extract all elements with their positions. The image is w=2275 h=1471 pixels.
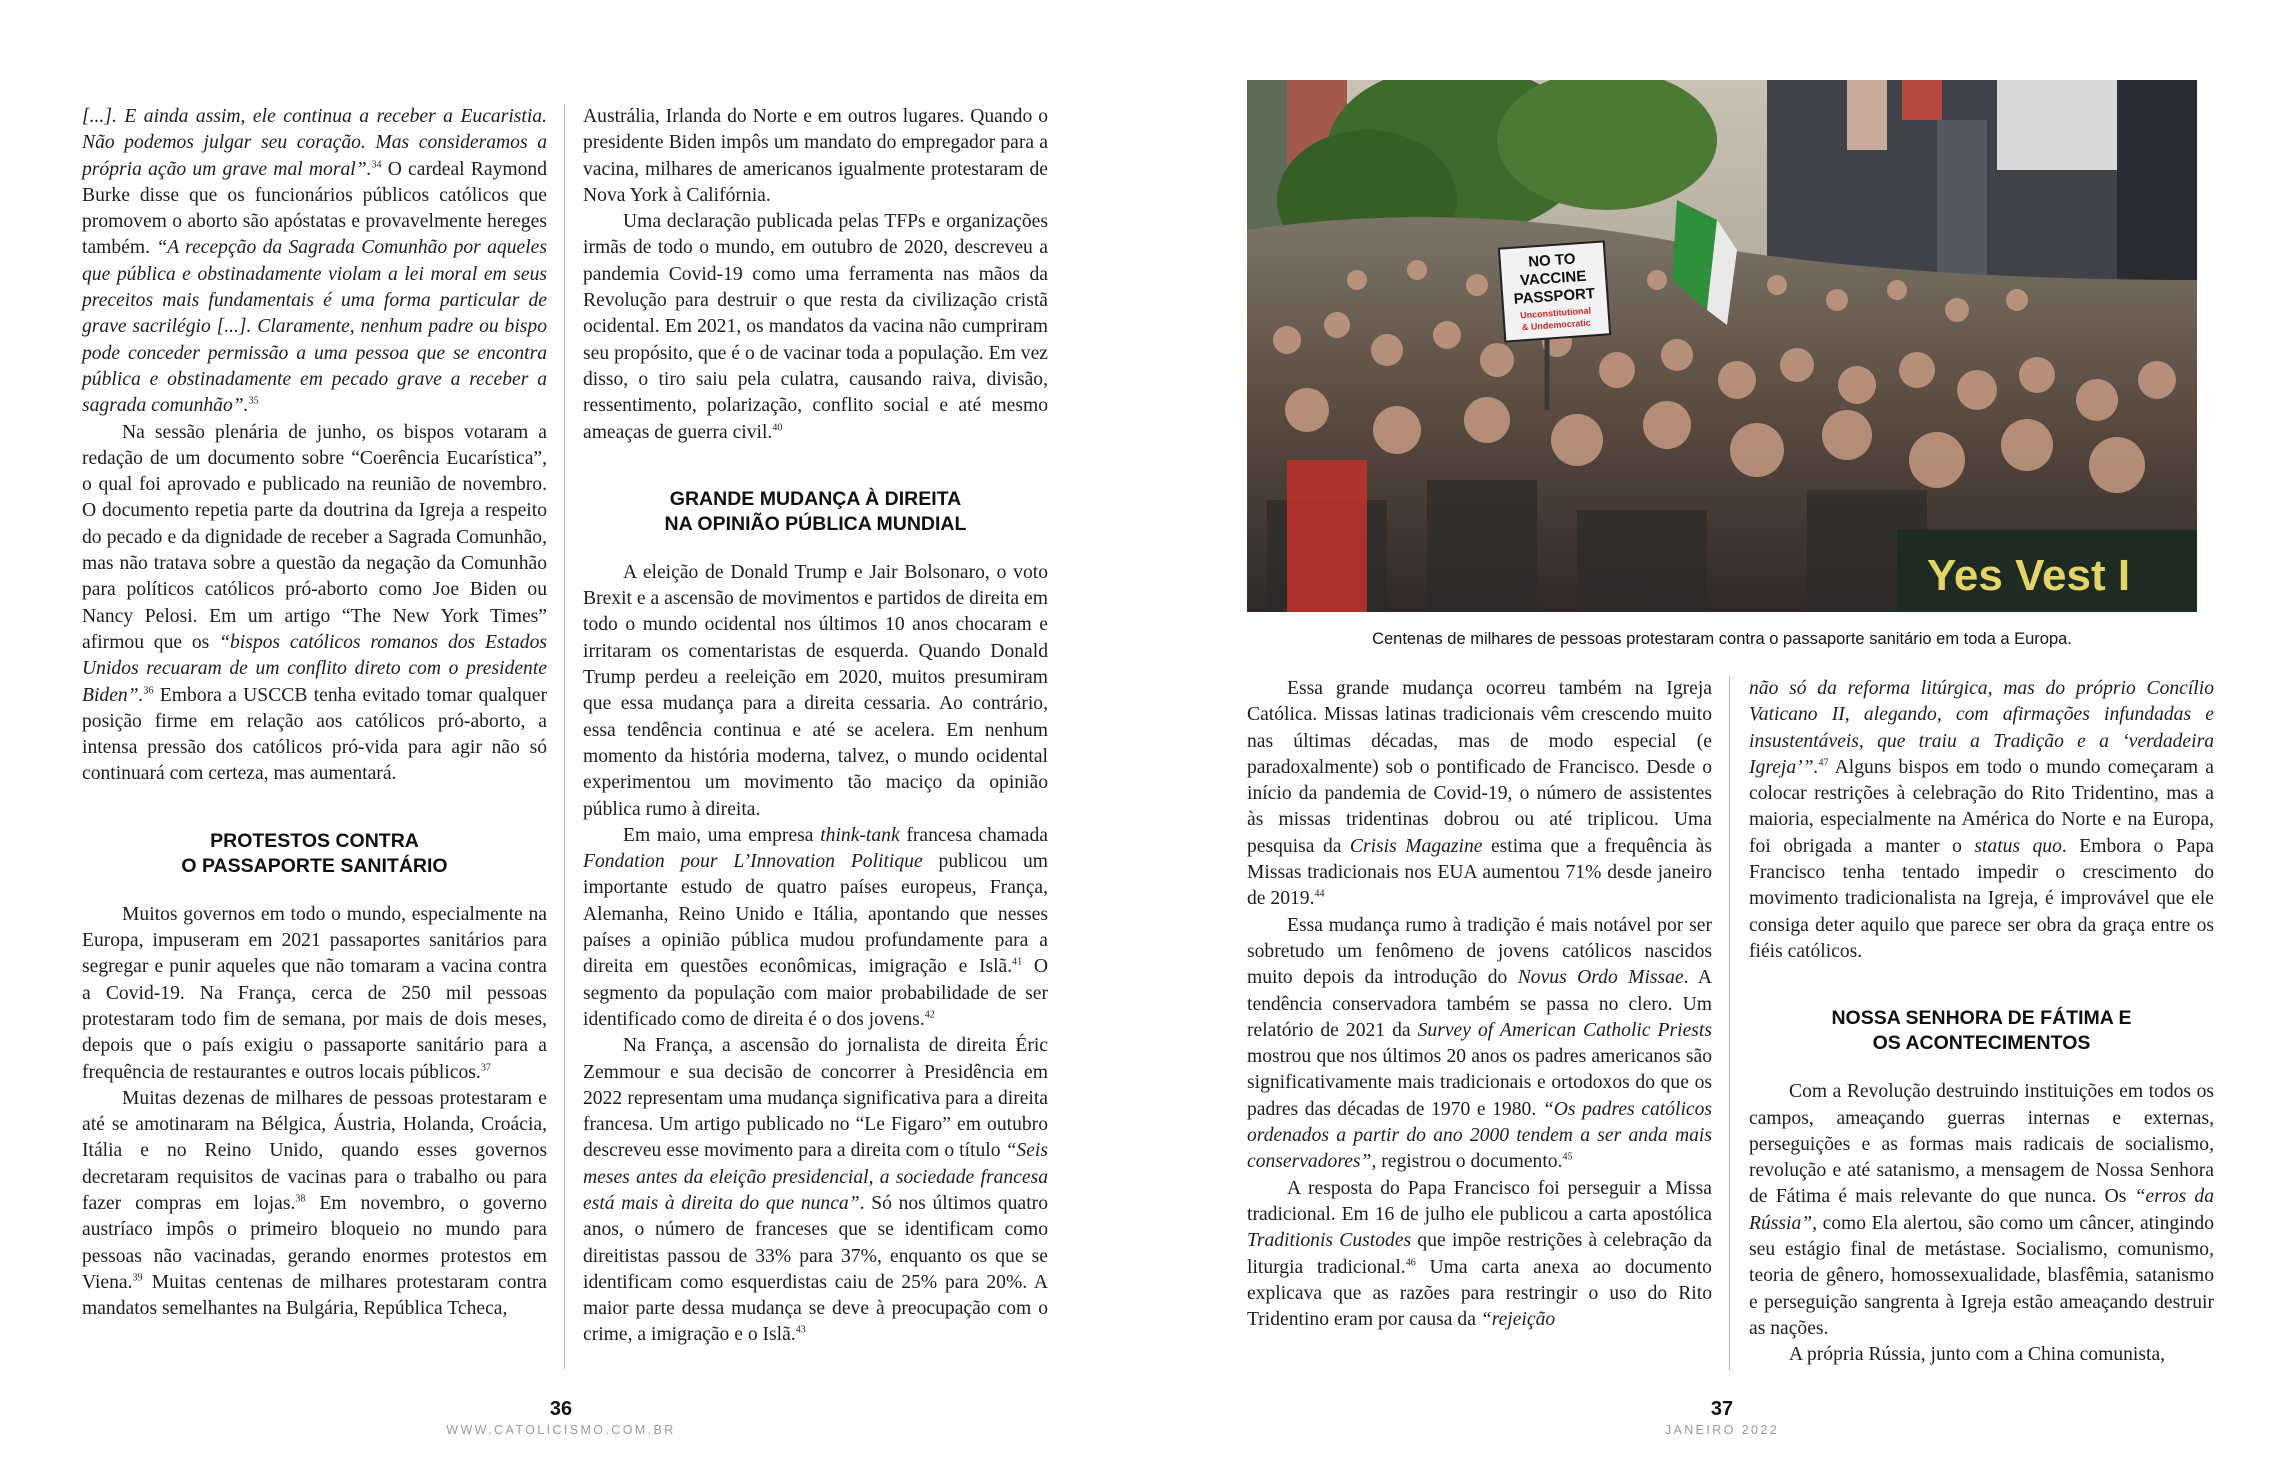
left-page-column-2 [583,104,1048,1349]
sign-text: & Undemocratic [1521,317,1592,333]
paragraph: Muitos governos em todo o mundo, especialmente na Europa, impuseram em 2021 passaportes sanitários para segregar e punir aqueles que não tomaram a vacina contra a Covid-19. Na França, cerca de 250 mil pessoas protestaram todo fim de semana, por mais de dois meses, depois que o país exigiu o passaporte sanitário para a frequência de restaurantes e outros locais públicos.$^{37}$ [82,903,547,1083]
page-footer-date: JANEIRO 2022 [1664,1423,1780,1437]
paragraph: A resposta do Papa Francisco foi perseguir a Missa tradicional. Em 16 de julho ele publicou a carta apostólica Traditionis Custodes que impõe restrições à celebração da liturgia tradicional.$^{46}$ Uma carta anexa ao documento explicava que as razões para restringir o uso do Rito Tridentino eram por causa da “rejeição [1247,1177,1713,1331]
paragraph: Austrália, Irlanda do Norte e em outros lugares. Quando o presidente Biden impôs um mandato do empregador para a vacina, milhares de americanos igualmente protestaram de Nova York à Califórnia. [583,106,1048,206]
crowd-illustration [1247,80,2197,612]
paragraph: Com a Revolução destruindo instituições em todos os campos, ameaçando guerras internas e externas, perseguições e as formas mais radicais de socialismo, revolução e até satanismo, a mensagem de Nossa Senhora de Fátima é mais relevante do que nunca. Os “erros da Rússia”, como Ela alertou, são como um câncer, atingindo seu estágio final de metástase. Socialismo, comunismo, teoria de gênero, homossexualidade, blasfêmia, satanismo e perseguição sangrenta à Igreja estão ameaçando destruir as nações. [1749,1081,2214,1339]
paragraph: não só da reforma litúrgica, mas do próprio Concílio Vaticano II, alegando, com afirmações infundadas e insustentáveis, que traiu a Tradição e a ‘verdadeira Igreja’”.$^{47}$ Alguns bispos em todo o mundo começaram a colocar restrições à celebração do Rito Tridentino, mas a maioria, especialmente na América do Norte e na Europa, foi obrigada a manter o status quo. Embora o Papa Francisco tenha tentado impedir o crescimento do movimento tradicionalista na Igreja, é improvável que ele consiga deter aquilo que parece ser obra da graça entre os fiéis católicos. [1749,678,2214,962]
column-divider [564,104,565,1369]
section-heading: GRANDE MUDANÇA À DIREITA NA OPINIÃO PÚBLICA MUNDIAL [664,487,967,535]
sign-text: PASSPORT [1513,285,1596,308]
paragraph: [...]. E ainda assim, ele continua a receber a Eucaristia. Não podemos julgar seu coração. Mas consideramos a própria ação um grave mal moral”.$^{34}$ O cardeal Raymond Burke disse que os funcionários públicos católicos que promovem o aborto são apóstatas e provavelmente hereges também. “A recepção da Sagrada Comunhão por aqueles que pública e obstinadamente violam a lei moral em seus preceitos mais fundamentais é uma forma particular de grave sacrilégio [...]. Claramente, nenhum padre ou bispo pode conceder permissão a uma pessoa que se encontra pública e obstinadamente em pecado grave a receber a sagrada comunhão”.$^{35}$ [82,106,547,417]
left-page-column-1 [82,104,547,1322]
page-number: 36 [549,1398,573,1420]
protest-crowd-photo [1247,80,2197,612]
column-divider [1729,676,1730,1370]
paragraph: Essa grande mudança ocorreu também na Igreja Católica. Missas latinas tradicionais vêm crescendo muito nas últimas décadas, mas de modo especial (e paradoxalmente) sob o pontificado de Francisco. Desde o início da pandemia de Covid-19, o número de assistentes às missas tridentinas dobrou ou até triplicou. Uma pesquisa da Crisis Magazine estima que a frequência às Missas tradicionais nos EUA aumentou 71% desde janeiro de 2019.44 [1247,678,1712,910]
right-page-column-2 [1749,676,2214,1369]
paragraph: Em maio, uma empresa think-tank francesa chamada Fondation pour L’Innovation Politique publicou um importante estudo de quatro países europeus, França, Alemanha, Reino Unido e Itália, apontando que nesses países a opinião pública mudou profundamente para a direita em questões econômicas, imigração e Islã.$^{41}$ O segmento da população com maior probabilidade de ser identificado como de direita é o dos jovens.$^{42}$ [583,824,1049,1030]
paragraph: Uma declaração publicada pelas TFPs e organizações irmãs de todo o mundo, em outubro de 2020, descreveu a pandemia Covid-19 como uma ferramenta nas mãos da Revolução para destruir o que resta da civilização cristã ocidental. Em 2021, os mandatos da vacina não cumpriram seu propósito, que é o de vacinar toda a população. Em vez disso, o tiro saiu pela culatra, causando raiva, divisão, ressentimento, polarização, conflito social e até mesmo ameaças de guerra civil.$^{40}$ [583,211,1048,443]
sign-text: Unconstitutional [1519,305,1592,321]
photo-caption: Centenas de milhares de pessoas protestaram contra o passaporte sanitário em toda a Europa. [1372,630,2072,648]
page-footer-url: WWW.CATOLICISMO.COM.BR [446,1423,676,1437]
banner-text: Yes Vest I [1927,551,2131,600]
section-heading: PROTESTOS CONTRA O PASSAPORTE SANITÁRIO [181,829,448,877]
paragraph: A eleição de Donald Trump e Jair Bolsonaro, o voto Brexit e a ascensão de movimentos e partidos de direita em todo o mundo ocidental nos últimos 10 anos chocaram e irritaram os comentaristas de esquerda. Quando Donald Trump perdeu a reeleição em 2020, muitos presumiram que essa mudança para a direita cessaria. Ao contrário, essa tendência continua e até se acelera. Em nenhum momento da história moderna, talvez, o mundo ocidental experimentou um movimento tão maciço da opinião pública rumo à direita. [583,561,1048,820]
sign-text: NO TO [1527,250,1577,271]
paragraph: Muitas dezenas de milhares de pessoas protestaram e até se amotinaram na Bélgica, Áustria, Holanda, Croácia, Itália e no Reino Unido, quando esses governos decretaram requisitos de vacinas para o trabalho ou para fazer compras em lojas.$^{38}$ Em novembro, o governo austríaco impôs o primeiro bloqueio no mundo para pessoas não vacinadas, gerando enormes protestos em Viena.$^{39}$ Muitas centenas de milhares protestaram contra mandatos semelhantes na Bulgária, República Tcheca, [82,1087,547,1320]
paragraph: Na França, a ascensão do jornalista de direita Éric Zemmour e sua decisão de concorrer à Presidência em 2022 representam uma mudança significativa para a direita francesa. Um artigo publicado no “Le Figaro” em outubro descreveu esse movimento para a direita com o título “Seis meses antes da eleição presidencial, a sociedade francesa está mais à direita do que nunca”. Só nos últimos quatro anos, o número de franceses que se identificam como direitistas passou de 33% para 37%, enquanto os que se identificam como esquerdistas caiu de 25% para 20%. A maior parte dessa mudança se deve à preocupação com o crime, a imigração e o Islã.$^{43}$ [583,1035,1048,1346]
paragraph: Na sessão plenária de junho, os bispos votaram a redação de um documento sobre “Coerência Eucarística”, o qual foi aprovado e publicado na reunião de novembro. O documento repetia parte da doutrina da Igreja a respeito do pecado e da dignidade de receber a Sagrada Comunhão, mas não tratava sobre a questão da negação da Comunhão para políticos católicos pró-aborto como Joe Biden ou Nancy Pelosi. Em um artigo “The New York Times” afirmou que os “bispos católicos romanos dos Estados Unidos recuaram de um conflito direto com o presidente Biden”.$^{36}$ Embora a USCCB tenha evitado tomar qualquer posição firme em relação aos católicos pró-aborto, a intensa pressão dos católicos pró-vida para agir não só continuará com certeza, mas aumentará. [82,421,548,785]
section-heading: NOSSA SENHORA DE FÁTIMA E OS ACONTECIMENTOS [1831,1007,2132,1055]
paragraph: A própria Rússia, junto com a China comunista, [1789,1344,2166,1366]
page-number: 37 [1710,1398,1734,1420]
paragraph: Essa mudança rumo à tradição é mais notável por ser sobretudo um fenômeno de jovens católicos nascidos muito depois da introdução do Novus Ordo Missae. A tendência conservadora também se passa no clero. Um relatório de 2021 da Survey of American Catholic Priests mostrou que nos últimos 20 anos os padres americanos são significativamente mais tradicionais e ortodoxos do que os padres das décadas de 1970 e 1980. “Os padres católicos ordenados a partir do ano 2000 tendem a ser anda mais conservadores”, registrou o documento.$^{45}$ [1247,914,1713,1173]
right-page-column-1 [1247,676,1712,1333]
sign-text: VACCINE [1519,267,1587,290]
